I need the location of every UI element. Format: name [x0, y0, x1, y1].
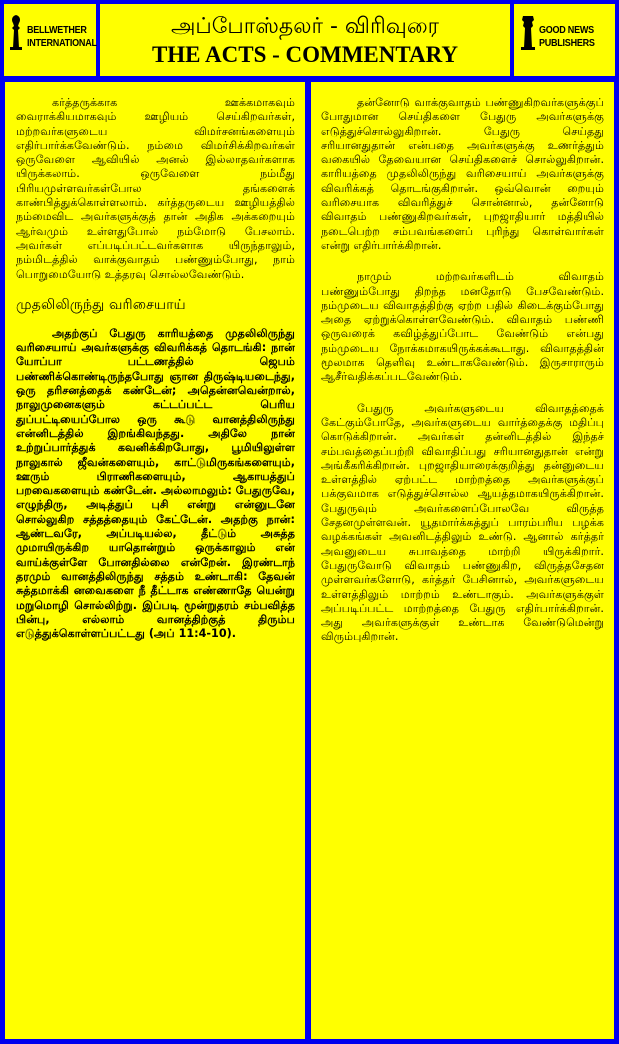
- bellwether-line2: INTERNATIONAL: [27, 37, 97, 49]
- right-paragraph-2: நாமும் மற்றவர்களிடம் விவாதம் பண்ணும்போது திறந்த மனதோடு பேசவேண்டும். நம்முடைய விவாதத்திற்கு ஏற்ற பதில் கிடைக்கும்போது அதை ஏற்றுக்கொள்ளவேண்டும். விவாதம் பண்ணி ஒருவரைக் கவிழ்த்துப்போட வேண்டும் என்பது நம்முடைய நோக்கமாகயிருக்கக்கூடாது. விவாதத்தின் மூலமாக தெளிவு உண்டாகவேண்டும். இருசாராரும் ஆசீர்வதிக்கப்படவேண்டும்.: [321, 270, 604, 384]
- ram-icon: [8, 14, 24, 50]
- title-box: [100, 4, 510, 76]
- right-column: [311, 82, 614, 1039]
- left-paragraph-1: கர்த்தருக்காக ஊக்கமாகவும் வைராக்கியமாகவும் ஊழியம் செய்கிறவர்கள், மற்றவர்களுடைய விமர்சனங்களையும் எதிர்பார்க்கவேண்டும். நம்மை விமர்சிக்கிறவர்கள் ஒருவேளை ஆவியில் அனல் இல்லாதவர்களாக யிருக்கலாம். ஒருவேளை நம்மீது பிரியமுள்ளவர்கள்போல தங்களைக் காண்பித்துக்கொள்ளலாம். கர்த்தருடைய ஊழியத்தில் நம்மைவிட அவர்களுக்குத் தான் அதிக அக்கறையும் ஆர்வமும் உள்ளதுபோல் நம்மோடு பேசலாம். அவர்கள் எப்படிப்பட்டவர்களாக யிருந்தாலும், நம்மிடத்தில் வாக்குவாதம் பண்ணும்போது, நாம் பொறுமையோடு உத்தரவு சொல்லவேண்டும்.: [16, 96, 295, 281]
- bellwether-line1: BELLWETHER: [27, 24, 87, 36]
- bible-icon: [520, 14, 536, 50]
- bellwether-logo: [4, 4, 96, 76]
- title-english: THE ACTS - COMMENTARY: [151, 42, 459, 67]
- right-paragraph-3: பேதுரு அவர்களுடைய விவாதத்தைக் கேட்கும்போதே, அவர்களுடைய வார்த்தைக்கு மதிப்பு கொடுக்கிறான். அவர்கள் தன்னிடத்தில் இந்தச் சம்பவத்தைப்பற்றி விவாதிப்பது சரியானதுதான் என்று அங்கீகரிக்கிறான். புறஜாதியாரைக்குறித்து தன்னுடைய உள்ளத்தில் ஏற்பட்ட மாற்றத்தை அவர்களுக்குப் பக்குவமாக எடுத்துச்சொல்ல ஆயத்தமாகயிருக்கிறான். பேதுருவும் அவர்களைப்போலவே விருத்த சேதனமுள்ளவன். யூதமார்க்கத்துப் பாரம்பரிய பழக்க வழக்கங்கள் அவனிடத்திலும் உண்டு. ஆனால் கர்த்தர் அவனுடைய சுபாவத்தை மாற்றி யிருக்கிறார். பேதுருவோடு விவாதம் பண்ணுகிற, விருத்தசேதன முள்ளவர்களோடு, கர்த்தர் பேசினால், அவர்களுடைய உள்ளத்திலும் மாற்றம் உண்டாகும். அவர்களுக்குள் அப்படிப்பட்ட மாற்றத்தை பேதுரு எதிர்பார்க்கிறான். அது அவர்களுக்குள் உண்டாக வேண்டுமென்று விரும்புகிறான்.: [321, 401, 604, 644]
- scripture-passage: அதற்குப் பேதுரு காரியத்தை முதலிலிருந்து வரிசையாய் அவர்களுக்கு விவரிக்கத் தொடங்கி: நான் யோப்பா பட்டணத்தில் ஜெபம் பண்ணிக்கொண்டிருந்தபோது ஞான திருஷ்டியடைந்து, ஒரு தரிசனத்தைக் கண்டேன்; அதென்னவென்றால், நாலுமுனைகளும் கட்டப்பட்ட பெரிய துப்பட்டியைப்போல ஒரு கூடு வானத்திலிருந்து என்னிடத்தில் இறங்கிவந்தது. அதிலே நான் உற்றுப்பார்த்துக் கவனிக்கிறபோது, பூமியிலுள்ள நாலுகால் ஜீவன்களையும், காட்டுமிருகங்களையும், ஊரும் பிராணிகளையும், ஆகாயத்துப் பறவைகளையும் கண்டேன். அல்லாமலும்: பேதுருவே, எழுந்திரு, அடித்துப் புசி என்று என்னுடனே சொல்லுகிற சத்தத்தையும் கேட்டேன். அதற்கு நான்: ஆண்டவரே, அப்படியல்ல, தீட்டும் அசுத்த முமாயிருக்கிற யாதொன்றும் ஒருக்காலும் என் வாய்க்குள்ளே போனதில்லை என்றேன். இரண்டாந் தரமும் வானத்திலிருந்து சத்தம் உண்டாகி: தேவன் சுத்தமாக்கி னவைகளை நீ தீட்டாக எண்ணாதே யென்று மறுமொழி சொல்லிற்று. இப்படி மூன்றுதரம் சம்பவித்த பின்பு, எல்லாம் வானத்திற்குத் திரும்ப எடுத்துக்கொள்ளப்பட்டது (அப் 11:4-10).: [16, 326, 295, 641]
- good-news-logo: [514, 4, 615, 76]
- good-news-line1: GOOD NEWS: [539, 24, 594, 36]
- section-subheading: முதலிலிருந்து வரிசையாய்: [16, 296, 186, 313]
- right-paragraph-1: தன்னோடு வாக்குவாதம் பண்ணுகிறவர்களுக்குப் போதுமான செய்திகளை பேதுரு அவர்களுக்கு எடுத்துச்சொல்லுகிறான். பேதுரு செய்தது சரியானதுதான் என்பதை அவர்களுக்கு உணர்த்தும் வகையில் தேவையான செய்திகளைச் சொல்லுகிறான். காரியத்தை முதலிலிருந்து வரிசையாய் அவர்களுக்கு விவரிக்கத் தொடங்குகிறான். ஒவ்வொன் றையும் வரிசையாக விவரித்துச் சொன்னால், தன்னோடு விவாதம் பண்ணுகிறவர்கள், புறஜாதியார் மத்தியில் நடைபெற்ற சம்பவங்களைப் புரிந்து கொள்வார்கள் என்று எதிர்பார்க்கிறான்.: [321, 96, 604, 252]
- header: [4, 4, 615, 76]
- good-news-line2: PUBLISHERS: [539, 37, 595, 49]
- title-tamil: அப்போஸ்தலர் - விரிவுரை: [170, 14, 440, 39]
- left-column: [5, 82, 305, 1039]
